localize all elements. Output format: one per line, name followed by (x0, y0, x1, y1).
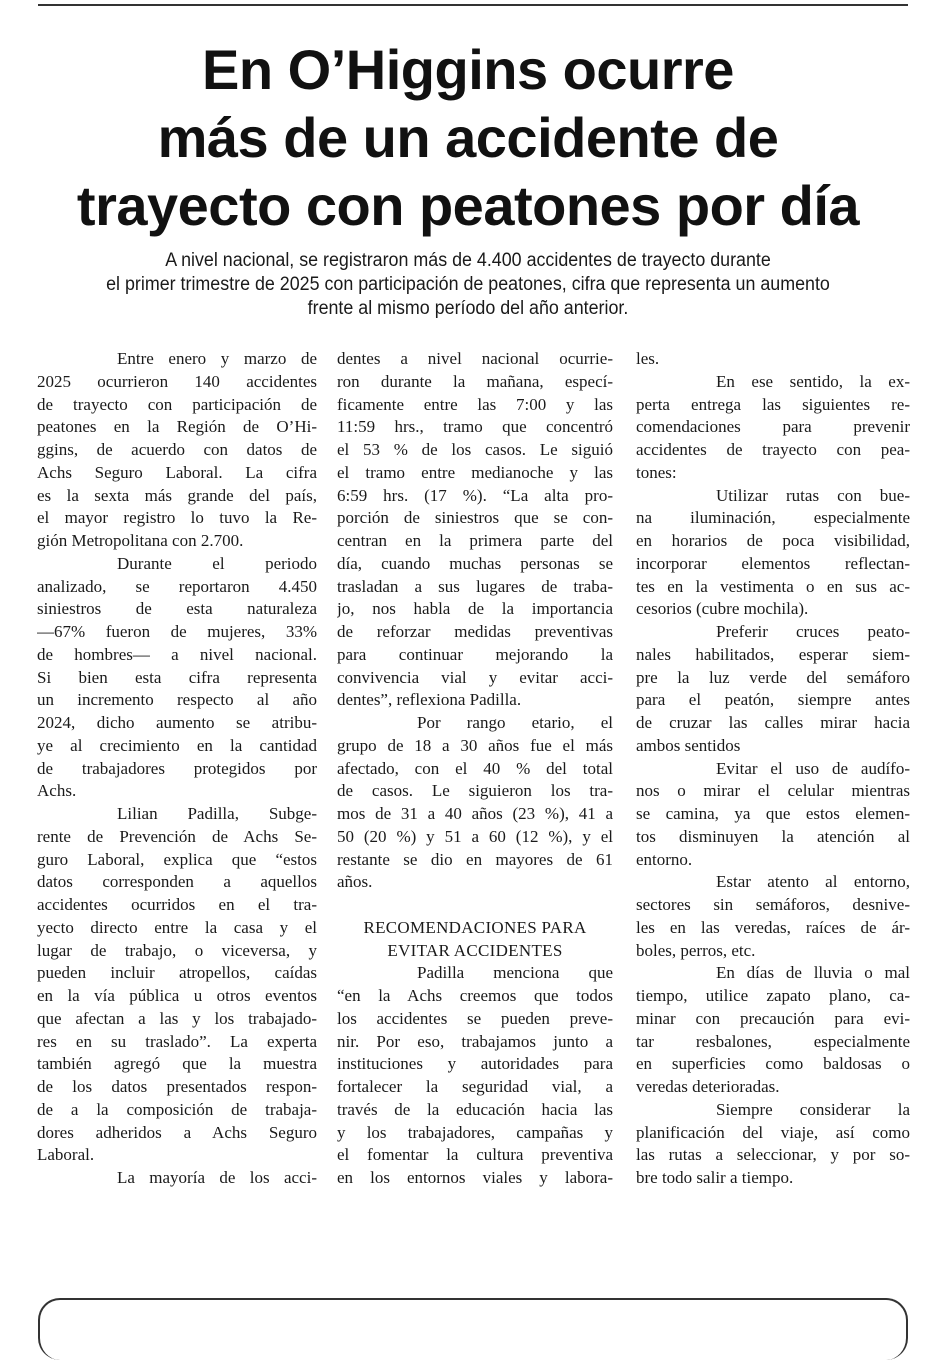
body-line: comendaciones para prevenir (636, 417, 910, 437)
column-3 (636, 348, 910, 1190)
body-line: el tramo entre medianoche y las (337, 462, 613, 482)
body-line: na iluminación, especialmente (636, 508, 910, 528)
body-line: es la sexta más grande del país, (37, 485, 317, 505)
next-article-box (38, 1298, 908, 1360)
body-line: nales habilitados, esperar siem- (636, 644, 910, 664)
body-line: tar resbalones, especialmente (636, 1031, 910, 1051)
headline-line: más de un accidente de (157, 106, 779, 169)
body-line: de los datos presentados respon- (37, 1077, 317, 1096)
body-line: ggins, de acuerdo con datos de (37, 440, 317, 459)
body-line: Siempre considerar la (716, 1099, 910, 1119)
body-line: analizado, se reportaron 4.450 (37, 576, 317, 596)
body-line: ambos sentidos (636, 735, 741, 755)
body-line: Evitar el uso de audífo- (716, 758, 910, 778)
body-line: siniestros de esta naturaleza (37, 599, 317, 619)
body-line: incorporar elementos reflectan- (636, 553, 910, 573)
body-line: les. (636, 349, 660, 368)
body-line: minar con precaución para evi- (636, 1008, 910, 1028)
body-line: de hombres— a nivel nacional. (37, 644, 317, 664)
body-line: lugar de trabajo, o viceversa, y (37, 940, 317, 960)
body-line: grupo de 18 a 30 años fue el más (337, 735, 613, 755)
body-line (337, 894, 613, 917)
body-line: fortalecer la seguridad vial, a (337, 1077, 613, 1096)
body-line: accidentes de trayecto con pea- (636, 440, 910, 459)
body-line: 50 (20 %) y 51 a 60 (12 %), y el (337, 826, 613, 846)
body-line: tiempo, utilice zapato plano, ca- (636, 986, 910, 1005)
body-line: que afectan a las y los trabajado- (37, 1008, 317, 1028)
body-line: Laboral. (37, 1145, 95, 1165)
body-line: día, cuando muchas personas se (337, 553, 613, 573)
body-line: dentes a nivel nacional ocurrie- (337, 349, 613, 368)
headline-line: En O’Higgins ocurre (202, 38, 734, 101)
body-line: través de la educación hacia las (337, 1099, 613, 1119)
body-line: 11:59 hrs., tramo que concentró (337, 417, 613, 437)
lead-line: frente al mismo período del año anterior. (307, 298, 629, 319)
headline-line: trayecto con peatones por día (76, 174, 860, 237)
body-line: en superficies como baldosas o (636, 1054, 910, 1074)
body-line: sectores sin semáforos, desnive- (636, 895, 910, 914)
body-line: también agregó que la muestra (37, 1054, 317, 1074)
body-line: de trabajadores protegidos por (37, 758, 317, 778)
body-line: las rutas a seleccionar, y por so- (636, 1145, 910, 1165)
body-line: de cruzar las calles mirar hacia (636, 713, 910, 732)
body-line: tos disminuyen la atención al (636, 826, 910, 846)
body-line: peatones en la Región de O’Hi- (37, 417, 317, 437)
body-line: de a la composición de trabaja- (37, 1099, 317, 1119)
body-line: Utilizar rutas con bue- (716, 485, 910, 505)
body-line: los accidentes se pueden preve- (337, 1008, 613, 1028)
body-line: dores adheridos a Achs Seguro (37, 1122, 317, 1142)
body-line: veredas deterioradas. (636, 1077, 780, 1096)
body-line: les en las veredas, raíces de ár- (636, 917, 910, 937)
body-line: ron durante la mañana, especí- (337, 371, 613, 391)
body-line: dentes”, reflexiona Padilla. (337, 690, 522, 710)
body-line: gión Metropolitana con 2.700. (37, 531, 244, 550)
body-line: nir. Por eso, trabajamos junto a (337, 1031, 613, 1051)
body-line: años. (337, 872, 373, 892)
body-line: Preferir cruces peato- (716, 622, 910, 641)
body-line: planificación del viaje, así como (636, 1122, 910, 1142)
body-line: Por rango etario, el (417, 713, 613, 732)
column-2 (337, 348, 613, 1190)
body-line: Achs. (37, 781, 77, 801)
body-line: Entre enero y marzo de (117, 349, 317, 368)
body-line: y los trabajadores, campañas y (337, 1122, 613, 1142)
column-1 (37, 348, 317, 1190)
body-line: perta entrega las siguientes re- (636, 394, 910, 414)
body-line: en horarios de poca visibilidad, (636, 531, 910, 550)
body-line: En días de lluvia o mal (716, 963, 910, 983)
body-line: porción de siniestros que se con- (337, 508, 613, 528)
body-line: el mayor registro lo tuvo la Re- (37, 508, 317, 528)
body-line: se camina, ya que estos elemen- (636, 804, 910, 823)
body-line: EVITAR ACCIDENTES (387, 940, 563, 960)
body-line: pre la luz verde del semáforo (636, 667, 910, 687)
body-line: en los entornos viales y labora- (337, 1168, 613, 1187)
body-line: Achs Seguro Laboral. La cifra (37, 462, 317, 482)
body-line: datos corresponden a aquellos (37, 872, 317, 892)
body-line: nos o mirar el celular mientras (636, 781, 910, 801)
body-line: La mayoría de los acci- (117, 1168, 317, 1187)
body-line: el 53 % de los casos. Le siguió (337, 440, 613, 459)
body-line: En ese sentido, la ex- (716, 371, 910, 391)
body-line: Durante el periodo (117, 553, 317, 573)
body-line: boles, perros, etc. (636, 940, 756, 960)
body-line: —67% fueron de mujeres, 33% (37, 622, 317, 641)
body-line: 2025 ocurrieron 140 accidentes (37, 371, 317, 391)
lead-paragraph (56, 249, 879, 321)
body-line: entorno. (636, 849, 693, 869)
body-line: cesorios (cubre mochila). (636, 599, 809, 619)
headline (20, 36, 916, 240)
body-line: Estar atento al entorno, (716, 872, 910, 892)
body-line: afectado, con el 40 % del total (337, 758, 613, 778)
body-line: bre todo salir a tiempo. (636, 1168, 794, 1187)
body-line: trasladan a sus lugares de traba- (337, 576, 613, 596)
body-line: Padilla menciona que (417, 963, 613, 983)
body-line: yecto directo entre la casa y el (37, 917, 317, 937)
body-line: para el peatón, siempre antes (636, 690, 910, 710)
body-line: “en la Achs creemos que todos (337, 986, 613, 1005)
body-line: tones: (636, 462, 677, 482)
body-line: ficamente entre las 7:00 y las (337, 394, 613, 414)
body-line: 6:59 hrs. (17 %). “La alta pro- (337, 485, 613, 505)
body-line: un incremento respecto al año (37, 690, 317, 710)
body-line: de reforzar medidas preventivas (337, 622, 613, 641)
body-line: ye al crecimiento en la cantidad (37, 735, 317, 755)
body-line: RECOMENDACIONES PARA (363, 917, 587, 937)
top-rule (38, 4, 908, 6)
body-line: rente de Prevención de Achs Se- (37, 826, 317, 846)
body-line: guro Laboral, explica que “estos (37, 849, 317, 869)
lead-line: A nivel nacional, se registraron más de 4.400 accidentes de trayecto durante (165, 250, 771, 271)
body-line: Lilian Padilla, Subge- (117, 804, 317, 823)
body-line: para continuar mejorando la (337, 644, 613, 664)
body-line: instituciones y autoridades para (337, 1054, 613, 1074)
body-line: el fomentar la cultura preventiva (337, 1145, 613, 1165)
body-line: tes en la vestimenta o en sus ac- (636, 576, 910, 596)
body-line: 2024, dicho aumento se atribu- (37, 713, 317, 732)
body-line: centran en la primera parte del (337, 531, 613, 550)
body-line: res en su traslado”. La experta (37, 1031, 317, 1051)
body-line: en la vía pública u otros eventos (37, 986, 317, 1005)
body-line: convivencia vial y evitar acci- (337, 667, 613, 687)
body-line: mos de 31 a 40 años (23 %), 41 a (337, 804, 613, 823)
body-line: pueden incluir atropellos, caídas (37, 963, 317, 983)
body-line: restante se dio en mayores de 61 (337, 849, 613, 869)
body-line: jo, nos habla de la importancia (337, 599, 613, 619)
body-line: Si bien esta cifra representa (37, 667, 317, 687)
body-line: accidentes ocurridos en el tra- (37, 895, 317, 914)
body-line: de casos. Le siguieron los tra- (337, 781, 613, 801)
lead-line: el primer trimestre de 2025 con participación de peatones, cifra que representa un aumento (106, 274, 830, 295)
body-line: de trayecto con participación de (37, 394, 317, 414)
